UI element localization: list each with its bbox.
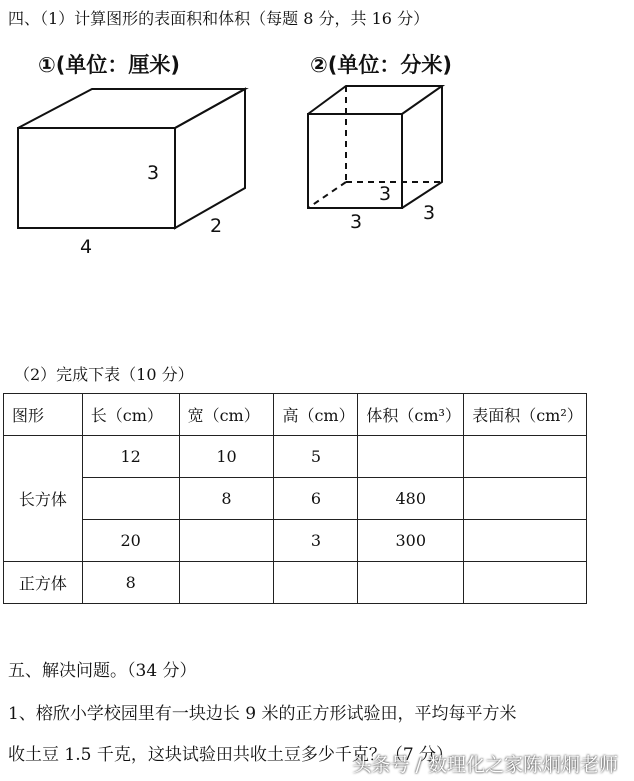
cube-edge-label-inner: 3 xyxy=(379,183,392,205)
table-cell xyxy=(82,478,179,520)
section4-title: 四、（1）计算图形的表面积和体积（每题 8 分，共 16 分） xyxy=(8,9,430,28)
row-label-cube: 正方体 xyxy=(4,562,83,604)
table-cell: 12 xyxy=(82,436,179,478)
cube-top-edges xyxy=(308,86,442,114)
cuboid-figure xyxy=(0,80,290,265)
table-cell: 5 xyxy=(274,436,358,478)
cuboid-side-face xyxy=(175,89,245,228)
table-cell: 10 xyxy=(179,436,274,478)
table-cell: 8 xyxy=(179,478,274,520)
table-row xyxy=(4,562,587,604)
cube-right-edges xyxy=(402,86,442,208)
cuboid-length-label: 4 xyxy=(80,236,93,258)
table-cell: 3 xyxy=(274,520,358,562)
table-row xyxy=(4,520,587,562)
header-length: 长（cm） xyxy=(82,394,179,436)
table-cell xyxy=(464,478,587,520)
table-cell xyxy=(464,520,587,562)
dimensions-table xyxy=(3,393,587,604)
figure1-title: ①(单位：厘米) xyxy=(38,53,180,77)
table-cell xyxy=(179,562,274,604)
table-cell xyxy=(179,520,274,562)
table-cell: 8 xyxy=(82,562,179,604)
header-width: 宽（cm） xyxy=(179,394,274,436)
section5-title: 五、解决问题。（34 分） xyxy=(8,661,197,681)
question1-line2: 收土豆 1.5 千克，这块试验田共收土豆多少千克？（7 分） xyxy=(8,745,454,765)
header-height: 高（cm） xyxy=(274,394,358,436)
header-volume: 体积（cm³） xyxy=(358,394,464,436)
cube-figure xyxy=(295,80,465,240)
header-surface-area: 表面积（cm²） xyxy=(464,394,587,436)
watermark: 头条号 / 数理化之家陈炯炯老师 xyxy=(352,754,618,776)
part2-title: （2）完成下表（10 分） xyxy=(14,365,194,384)
table-cell: 20 xyxy=(82,520,179,562)
table-cell: 6 xyxy=(274,478,358,520)
cuboid-height-label: 3 xyxy=(147,162,160,184)
header-shape: 图形 xyxy=(4,394,83,436)
cuboid-depth-label: 2 xyxy=(210,215,223,237)
table-cell xyxy=(358,436,464,478)
table-cell xyxy=(274,562,358,604)
table-row xyxy=(4,436,587,478)
cube-edge-label-front: 3 xyxy=(350,211,363,233)
table-cell xyxy=(464,436,587,478)
table-header-row xyxy=(4,394,587,436)
table-cell xyxy=(358,562,464,604)
figure2-title: ②(单位：分米) xyxy=(310,53,452,77)
table-cell: 300 xyxy=(358,520,464,562)
question1-line1: 1、榕欣小学校园里有一块边长 9 米的正方形试验田，平均每平方米 xyxy=(8,704,517,724)
cube-edge-label-right: 3 xyxy=(423,202,436,224)
row-label-cuboid: 长方体 xyxy=(4,436,83,562)
table-cell xyxy=(464,562,587,604)
table-row xyxy=(4,478,587,520)
cube-hidden-edges xyxy=(308,86,442,208)
table-cell: 480 xyxy=(358,478,464,520)
